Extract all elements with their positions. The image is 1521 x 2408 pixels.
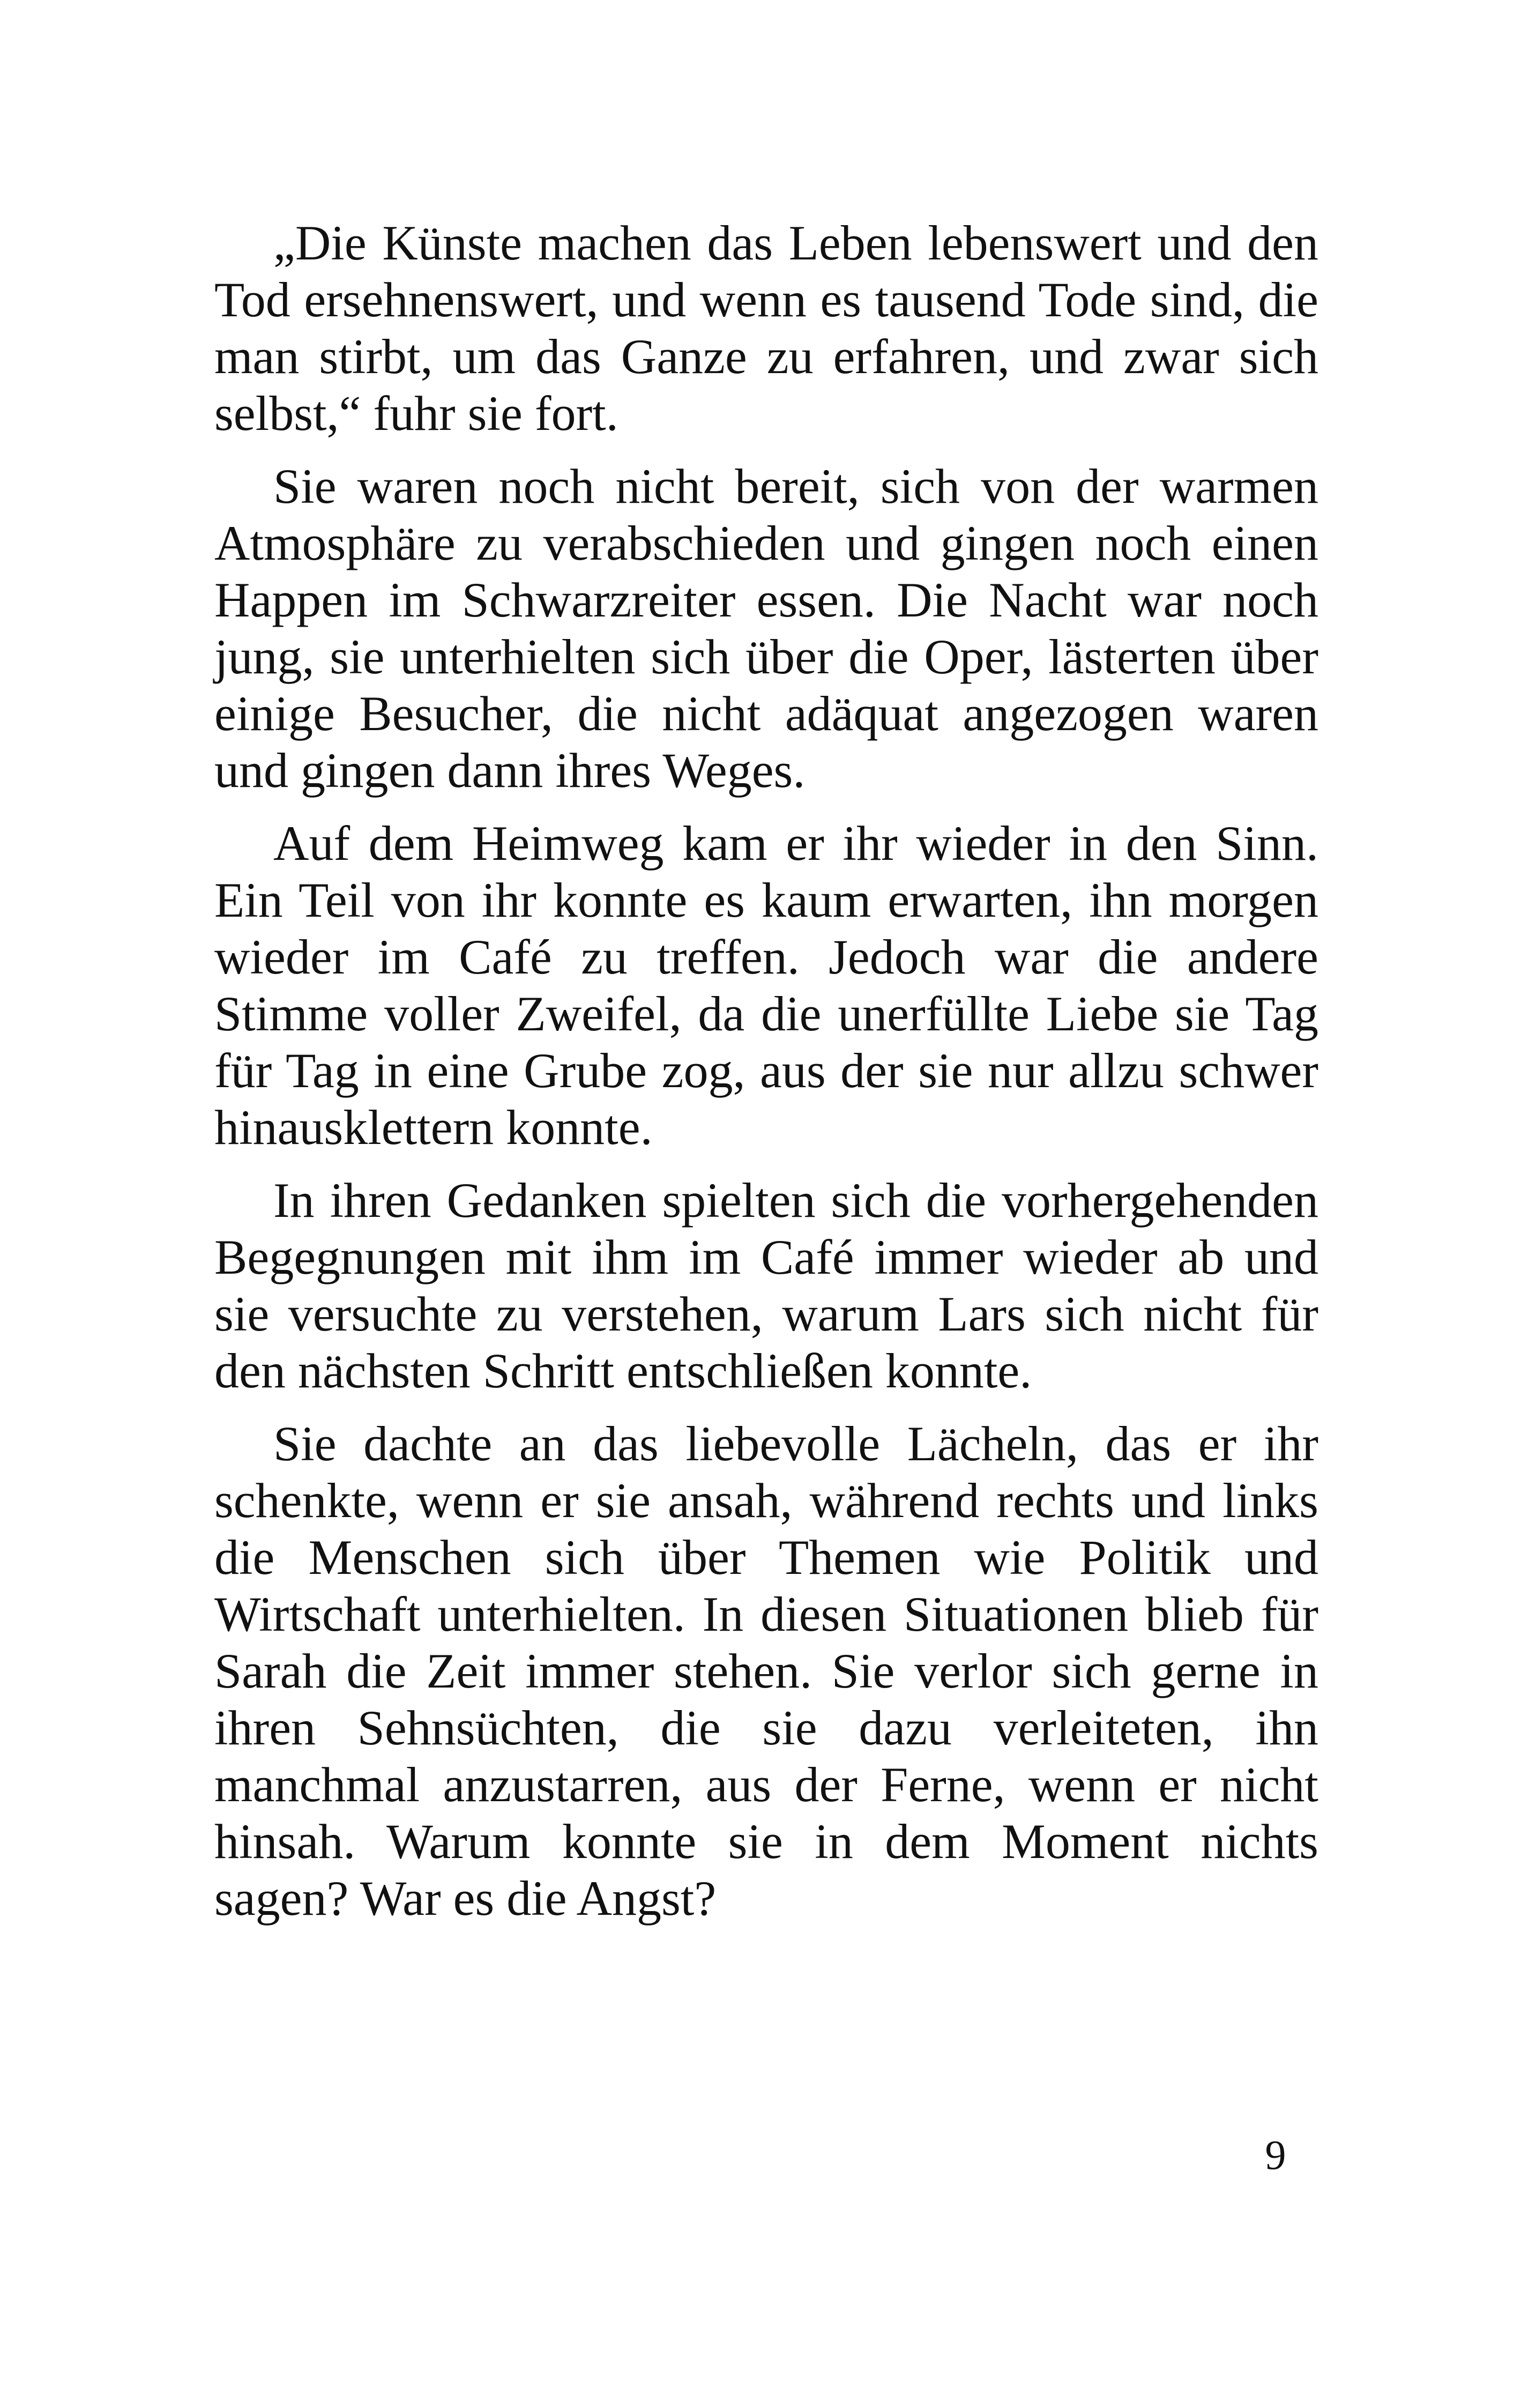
paragraph-3: Auf dem Heimweg kam er ihr wieder in den Sinn. Ein Teil von ihr konnte es kaum erwarten, ihn morgen wieder im Café zu treffen. Jedoch war die andere Stimme voller Zweifel, da die unerfüllte Liebe sie Tag für Tag in eine Grube zog, aus der sie nur allzu schwer hinausklettern konnte. (214, 816, 1318, 1155)
paragraph-4: In ihren Gedanken spielten sich die vorhergehenden Begegnungen mit ihm im Café immer wieder ab und sie versuchte zu verstehen, warum Lars sich nicht für den nächsten Schritt entschließen konnte. (214, 1173, 1318, 1398)
paragraph-5: Sie dachte an das liebevolle Lächeln, das er ihr schenkte, wenn er sie ansah, während rechts und links die Menschen sich über Themen wie Politik und Wirtschaft unterhielten. In diesen Situationen blieb für Sarah die Zeit immer stehen. Sie verlor sich gerne in ihren Sehnsüchten, die sie dazu verleiteten, ihn manchmal anzustarren, aus der Ferne, wenn er nicht hinsah. Warum konnte sie in dem Moment nichts sagen? War es die Angst? (214, 1416, 1318, 1926)
body-text (214, 214, 1318, 1943)
paragraph-1: „Die Künste machen das Leben lebenswert und den Tod ersehnenswert, und wenn es tausend Tode sind, die man stirbt, um das Ganze zu erfahren, und zwar sich selbst,“ fuhr sie fort. (214, 215, 1318, 441)
paragraph-2: Sie waren noch nicht bereit, sich von der warmen Atmosphäre zu verabschieden und gingen noch einen Happen im Schwarzreiter essen. Die Nacht war noch jung, sie unterhielten sich über die Oper, lästerten über einige Besucher, die nicht adäquat angezogen waren und gingen dann ihres Weges. (214, 459, 1318, 798)
page-number: 9 (1265, 2131, 1286, 2178)
